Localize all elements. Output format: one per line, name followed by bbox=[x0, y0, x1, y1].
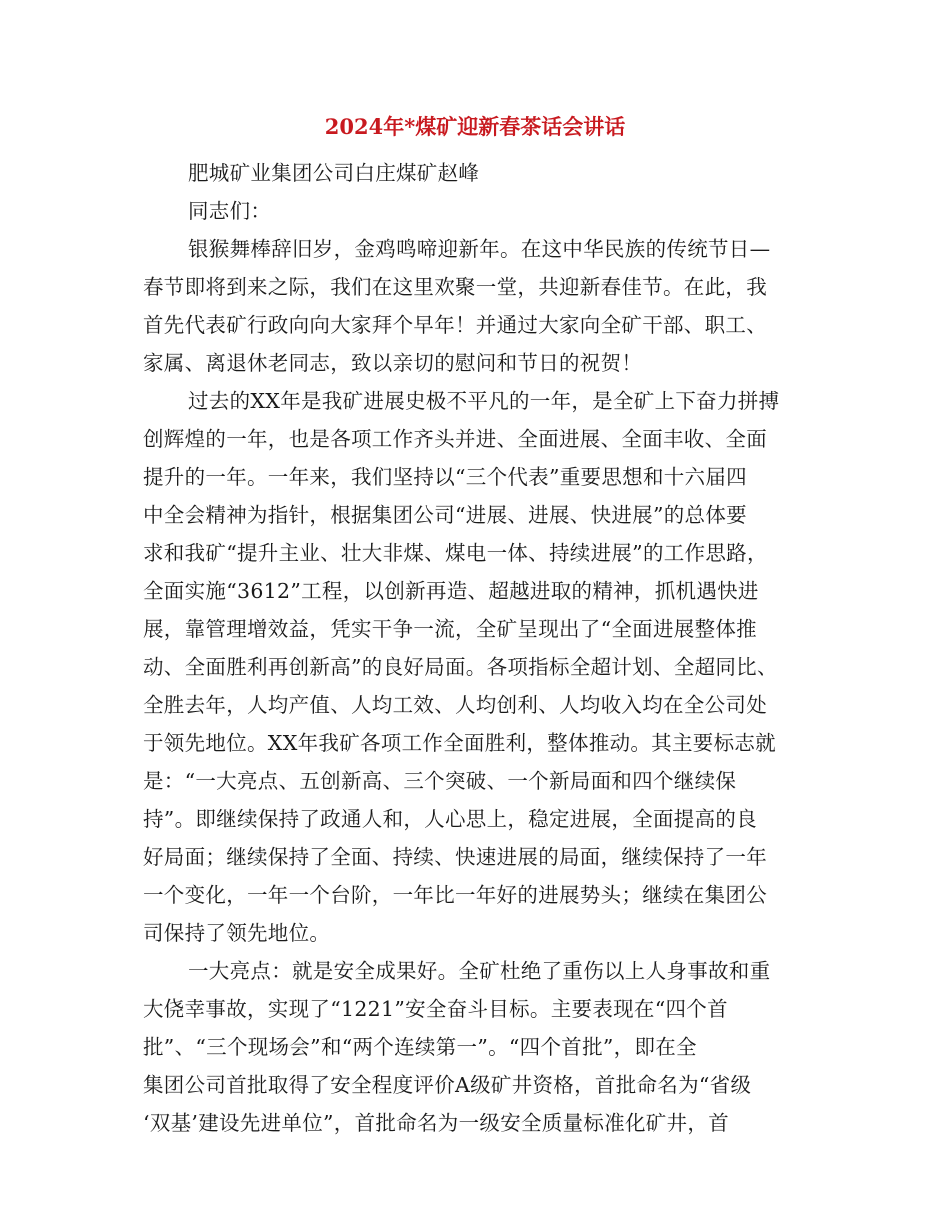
salutation-line: 同志们： bbox=[188, 199, 272, 223]
paragraph-line: 中全会精神为指针，根据集团公司“进展、进展、快进展”的总体要 bbox=[143, 503, 747, 527]
paragraph-line: 首先代表矿行政向向大家拜个早年！并通过大家向全矿干部、职工、 bbox=[143, 313, 767, 337]
paragraph-line: 全胜去年，人均产值、人均工效、人均创利、人均收入均在全公司处 bbox=[143, 693, 767, 717]
paragraph-line: 好局面；继续保持了全面、持续、快速进展的局面，继续保持了一年 bbox=[143, 845, 767, 869]
author-line: 肥城矿业集团公司白庄煤矿赵峰 bbox=[188, 161, 480, 185]
paragraph-line: 创辉煌的一年，也是各项工作齐头并进、全面进展、全面丰收、全面 bbox=[143, 427, 767, 451]
paragraph-line: 持”。即继续保持了政通人和，人心思上，稳定进展，全面提高的良 bbox=[143, 807, 757, 831]
paragraph-line: 司保持了领先地位。 bbox=[143, 921, 331, 945]
paragraph-line: 展，靠管理增效益，凭实干争一流，全矿呈现出了“全面进展整体推 bbox=[143, 617, 757, 641]
paragraph-line: 批”、“三个现场会”和“两个连续第一”。“四个首批”，即在全 bbox=[143, 1035, 697, 1059]
paragraph-line: 提升的一年。一年来，我们坚持以“三个代表”重要思想和十六届四 bbox=[143, 465, 747, 489]
document-title: 2024年*煤矿迎新春茶话会讲话 bbox=[324, 114, 626, 139]
paragraph-line: 全面实施“3612”工程，以创新再造、超越进取的精神，抓机遇快进 bbox=[143, 579, 759, 603]
paragraph-line: 一个变化，一年一个台阶，一年比一年好的进展势头；继续在集团公 bbox=[143, 883, 767, 907]
paragraph-line: 是：“一大亮点、五创新高、三个突破、一个新局面和四个继续保 bbox=[143, 769, 737, 793]
paragraph-line: 于领先地位。XX年我矿各项工作全面胜利，整体推动。其主要标志就 bbox=[143, 731, 776, 755]
paragraph-line: 春节即将到来之际，我们在这里欢聚一堂，共迎新春佳节。在此，我 bbox=[143, 275, 767, 299]
paragraph-line: 动、全面胜利再创新高”的良好局面。各项指标全超计划、全超同比、 bbox=[143, 655, 778, 679]
paragraph-line: 一大亮点：就是安全成果好。全矿杜绝了重伤以上人身事故和重 bbox=[188, 959, 771, 983]
paragraph-line: ‘双基’建设先进单位”，首批命名为一级安全质量标准化矿井，首 bbox=[143, 1111, 730, 1135]
paragraph-line: 银猴舞棒辞旧岁，金鸡鸣啼迎新年。在这中华民族的传统节日— bbox=[188, 237, 771, 261]
paragraph-line: 过去的XX年是我矿进展史极不平凡的一年，是全矿上下奋力拼搏 bbox=[188, 389, 780, 413]
paragraph-line: 求和我矿“提升主业、壮大非煤、煤电一体、持续进展”的工作思路， bbox=[143, 541, 768, 565]
paragraph-line: 集团公司首批取得了安全程度评价A级矿井资格，首批命名为“省级 bbox=[143, 1073, 752, 1097]
paragraph-line: 家属、离退休老同志，致以亲切的慰问和节日的祝贺！ bbox=[143, 351, 643, 375]
paragraph-line: 大侥幸事故，实现了“1221”安全奋斗目标。主要表现在“四个首 bbox=[143, 997, 728, 1021]
